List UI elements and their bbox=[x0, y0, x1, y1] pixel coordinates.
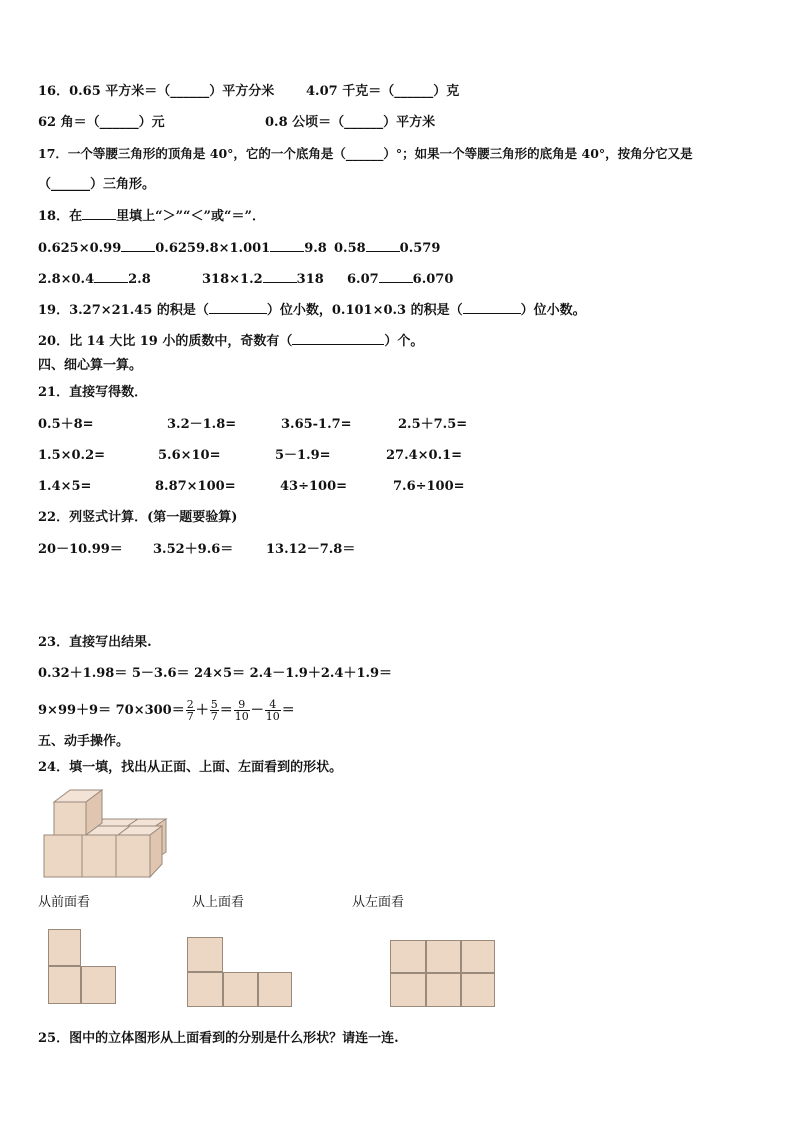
q16b-part2: 0.8 公顷＝（______）平方米 bbox=[265, 115, 436, 130]
calc-item: 0.5＋8= bbox=[38, 417, 94, 432]
question-17-line2: （______）三角形。 bbox=[38, 177, 156, 192]
calc-item: 1.4×5= bbox=[38, 479, 92, 494]
q18-stem-post: 里填上“＞”“＜”或“＝”． bbox=[116, 209, 265, 224]
vertical-calc-item: 13.12－7.8＝ bbox=[266, 542, 356, 557]
section-4-heading: 四、细心算一算。 bbox=[38, 358, 143, 373]
calc-item: 5－1.9= bbox=[275, 448, 331, 463]
calc-item: 5.6×10= bbox=[158, 448, 221, 463]
compare-item: 318×1.2 318 bbox=[202, 272, 324, 287]
question-19 bbox=[38, 301, 586, 320]
view-square bbox=[223, 972, 258, 1007]
answer-blank[interactable] bbox=[121, 239, 155, 252]
q20-part1: 20．比 14 大比 19 小的质数中，奇数有（ bbox=[38, 334, 293, 349]
fraction: $\frac{4}{10}$ bbox=[265, 698, 280, 723]
q19-part1: 19．3.27×21.45 的积是（ bbox=[38, 303, 209, 318]
answer-blank[interactable] bbox=[82, 207, 116, 220]
question-23-row1: 0.32＋1.98＝ 5－3.6＝ 24×5＝ 2.4－1.9＋2.4＋1.9＝ bbox=[38, 666, 393, 681]
view-square bbox=[426, 940, 461, 973]
view-square bbox=[390, 940, 426, 973]
compare-item: 6.07 6.070 bbox=[347, 272, 454, 287]
compare-item: 9.8×1.001 9.8 bbox=[196, 241, 327, 256]
view-square bbox=[187, 937, 223, 972]
question-21-stem: 21．直接写得数． bbox=[38, 385, 148, 400]
calc-item: 2.5＋7.5= bbox=[398, 417, 468, 432]
q16b-part1: 62 角＝（______）元 bbox=[38, 115, 165, 130]
view-square bbox=[187, 972, 223, 1007]
question-22-stem: 22．列竖式计算．(第一题要验算) bbox=[38, 510, 238, 525]
vertical-calc-item: 20－10.99＝ bbox=[38, 542, 123, 557]
calc-item: 3.65-1.7= bbox=[281, 417, 352, 432]
answer-blank[interactable] bbox=[94, 270, 128, 283]
q19-part2: ）位小数，0.101×0.3 的积是（ bbox=[266, 303, 463, 318]
fraction: $\frac{2}{7}$ bbox=[186, 698, 194, 723]
question-25-stem: 25．图中的立体图形从上面看到的分别是什么形状？请连一连. bbox=[38, 1031, 399, 1046]
answer-blank[interactable] bbox=[463, 301, 521, 314]
q23-row2-text: 9×99＋9＝ 70×300＝ bbox=[38, 703, 185, 718]
answer-blank[interactable] bbox=[292, 332, 384, 345]
q16-part1: 16．0.65 平方米＝（______）平方分米 bbox=[38, 84, 275, 99]
calc-item: 3.2－1.8= bbox=[167, 417, 237, 432]
section-5-heading: 五、动手操作。 bbox=[38, 734, 130, 749]
fraction: $\frac{5}{7}$ bbox=[210, 698, 218, 723]
calc-item: 43÷100= bbox=[280, 479, 348, 494]
answer-blank[interactable] bbox=[366, 239, 400, 252]
answer-blank[interactable] bbox=[270, 239, 304, 252]
q18-stem-pre: 18．在 bbox=[38, 209, 83, 224]
view-square bbox=[81, 966, 116, 1004]
view-square bbox=[390, 973, 426, 1007]
question-17-line1: 17．一个等腰三角形的顶角是 40°，它的一个底角是（______）°；如果一个等腰三角形的底角是 40°，按角分它又是 bbox=[38, 146, 693, 161]
calc-item: 8.87×100= bbox=[155, 479, 236, 494]
compare-item: 0.58 0.579 bbox=[334, 241, 441, 256]
vertical-calc-item: 3.52＋9.6＝ bbox=[153, 542, 234, 557]
answer-blank[interactable] bbox=[379, 270, 413, 283]
question-23-row2: 9×99＋9＝ 70×300＝ $\frac{2}{7}$ ＋ $\frac{5}{7}$ ＝ $\frac{9}{10}$ － $\frac{4}{10}$ ＝ bbox=[38, 698, 295, 723]
view-square bbox=[48, 966, 81, 1004]
label-left-view: 从左面看 bbox=[352, 895, 405, 910]
q20-part2: ）个。 bbox=[384, 334, 424, 349]
calc-item: 27.4×0.1= bbox=[386, 448, 463, 463]
label-top-view: 从上面看 bbox=[192, 895, 245, 910]
view-square bbox=[461, 973, 495, 1007]
q19-part3: ）位小数。 bbox=[520, 303, 586, 318]
fraction: $\frac{9}{10}$ bbox=[234, 698, 249, 723]
answer-blank[interactable] bbox=[263, 270, 297, 283]
question-24-stem: 24．填一填，找出从正面、上面、左面看到的形状。 bbox=[38, 760, 343, 775]
view-square bbox=[461, 940, 495, 973]
question-18-stem bbox=[38, 207, 265, 226]
calc-item: 1.5×0.2= bbox=[38, 448, 106, 463]
question-23-stem: 23．直接写出结果. bbox=[38, 635, 152, 650]
view-square bbox=[258, 972, 292, 1007]
compare-item: 0.625×0.99 0.625 bbox=[38, 241, 196, 256]
question-20 bbox=[38, 332, 423, 351]
label-front-view: 从前面看 bbox=[38, 895, 91, 910]
answer-blank[interactable] bbox=[209, 301, 267, 314]
calc-item: 7.6÷100= bbox=[393, 479, 465, 494]
q16-part2: 4.07 千克＝（______）克 bbox=[306, 84, 460, 99]
view-square bbox=[48, 929, 81, 966]
compare-item: 2.8×0.4 2.8 bbox=[38, 272, 151, 287]
cube-stack-figure bbox=[40, 786, 170, 880]
view-square bbox=[426, 973, 461, 1007]
